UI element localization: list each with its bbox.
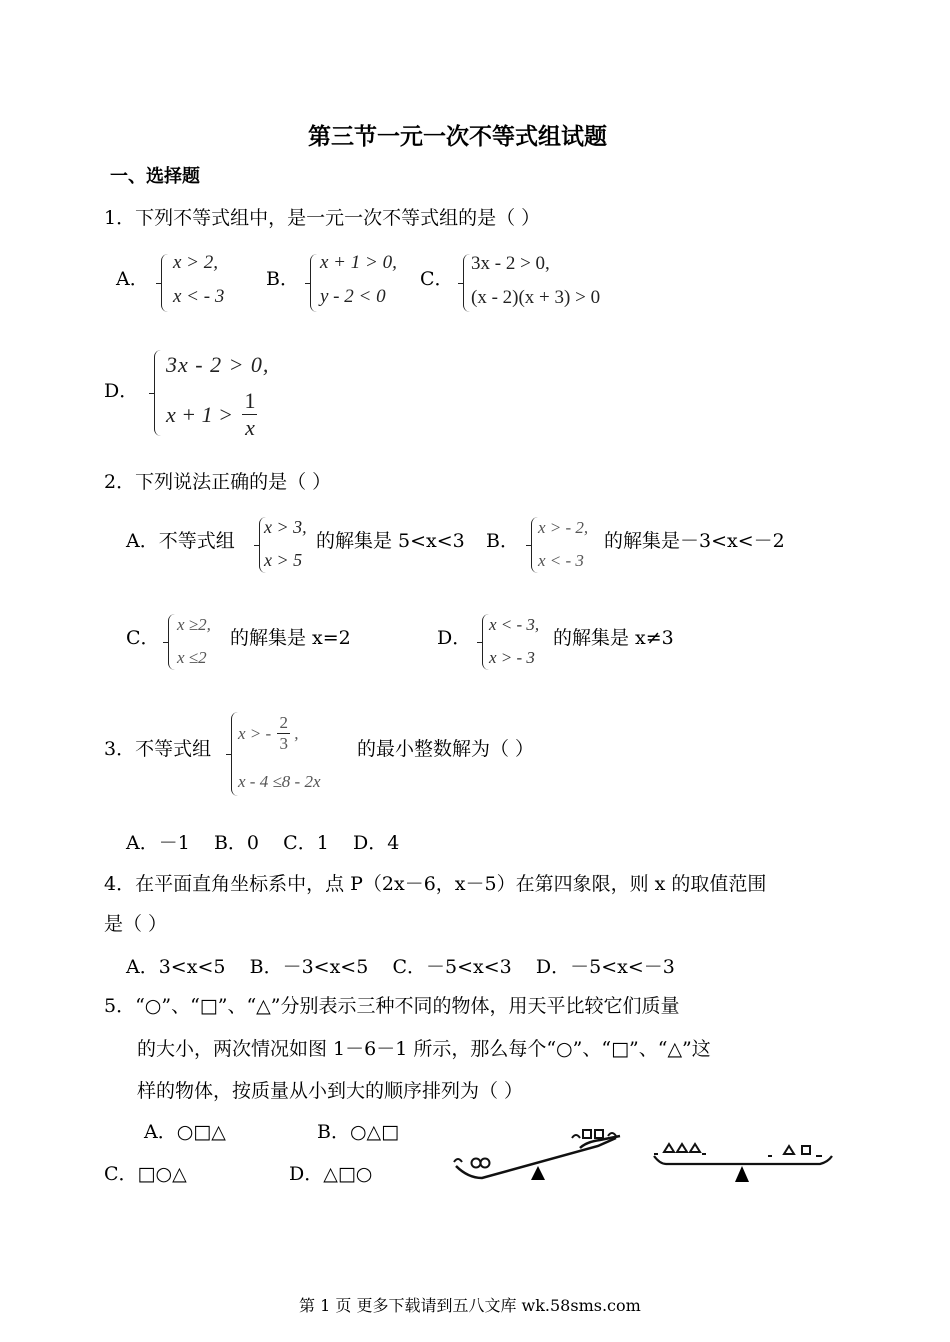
q3-fraction <box>277 713 290 755</box>
q2-option-b-text: 的解集是－3<x<－2 <box>604 530 785 552</box>
section-heading: 一、选择题 <box>110 166 200 187</box>
q3-line2: x - 4 ≤8 - 2x <box>238 772 321 791</box>
q5-option-d: D．△□○ <box>289 1163 373 1185</box>
q5-option-a: A．○□△ <box>144 1121 226 1143</box>
balance-2-left-objects <box>654 1144 706 1154</box>
balance-2-fulcrum <box>735 1166 749 1182</box>
q1-b-line1: x + 1 > 0, <box>320 252 397 273</box>
q1-a-line1: x > 2, <box>173 252 219 273</box>
q4-line1: 4．在平面直角坐标系中，点 P（2x－6，x－5）在第四象限，则 x 的取值范围 <box>104 873 767 895</box>
q5-option-c: C．□○△ <box>104 1163 187 1185</box>
q1-d-brace <box>154 350 164 436</box>
q5-line2: 的大小，两次情况如图 1－6－1 所示，那么每个“○”、“□”、“△”这 <box>137 1038 711 1060</box>
balance-1-fulcrum <box>531 1166 545 1180</box>
q1-d-line2 <box>166 388 257 442</box>
balance-1-right-objects <box>572 1130 616 1138</box>
q5-line3: 样的物体，按质量从小到大的顺序排列为（ ） <box>137 1080 524 1102</box>
q2-b-line1: x > - 2, <box>538 518 589 537</box>
balance-2-right-objects <box>768 1146 822 1156</box>
q2-option-d-text: 的解集是 x≠3 <box>553 627 674 649</box>
q1-b-line2: y - 2 < 0 <box>320 286 386 307</box>
q2-a-line1: x > 3, <box>264 517 307 537</box>
q3-line1-comma: , <box>294 723 299 743</box>
q5-option-b: B．○△□ <box>317 1121 400 1143</box>
q2-option-b-label: B． <box>486 530 519 552</box>
q2-option-a-label: A．不等式组 <box>126 530 235 552</box>
balance-2-beam <box>654 1156 832 1164</box>
q1-d-frac-den: x <box>245 415 255 441</box>
q2-c-brace <box>168 614 176 670</box>
q3-label: 3．不等式组 <box>104 738 212 760</box>
page-footer: 第 1 页 更多下载请到五八文库 wk.58sms.com <box>299 1296 641 1315</box>
q3-line1 <box>238 713 298 755</box>
q3-frac-num: 2 <box>277 713 290 734</box>
q2-option-a-text: 的解集是 5<x<3 <box>316 530 465 552</box>
q4-options: A．3<x<5 B．－3<x<5 C．－5<x<3 D．－5<x<－3 <box>126 956 675 978</box>
q1-d-frac-num: 1 <box>242 388 257 415</box>
q2-b-line2: x < - 3 <box>538 551 584 570</box>
q3-text: 的最小整数解为（ ） <box>357 738 535 760</box>
q3-options: A．－1 B．0 C．1 D．4 <box>126 832 400 854</box>
q1-option-b-label: B． <box>266 268 299 290</box>
q1-b-brace <box>310 254 319 312</box>
page-title: 第三节一元一次不等式组试题 <box>308 124 607 150</box>
q2-option-d-label: D． <box>437 627 472 649</box>
q1-stem: 1．下列不等式组中，是一元一次不等式组的是（ ） <box>104 207 541 229</box>
q1-option-a-label: A． <box>116 268 149 290</box>
q2-c-line2: x ≤2 <box>177 648 207 667</box>
q1-c-line2: (x - 2)(x + 3) > 0 <box>471 287 601 308</box>
q1-a-brace <box>161 254 170 312</box>
q4-line2: 是（ ） <box>104 913 168 935</box>
q2-c-line1: x ≥2, <box>177 615 211 634</box>
q2-option-c-label: C． <box>126 627 160 649</box>
q3-frac-den: 3 <box>279 734 288 754</box>
q5-line1: 5．“○”、“□”、“△”分别表示三种不同的物体，用天平比较它们质量 <box>104 995 680 1017</box>
q1-d-fraction <box>242 388 257 442</box>
balance-figure-2 <box>650 1134 835 1192</box>
q2-a-line2: x > 5 <box>264 550 303 570</box>
q1-option-d-label: D． <box>104 380 139 402</box>
q1-c-line1: 3x - 2 > 0, <box>471 253 550 274</box>
balance-1-left-objects <box>454 1159 490 1168</box>
q2-option-c-text: 的解集是 x=2 <box>230 627 351 649</box>
q1-a-line2: x < - 3 <box>173 286 225 307</box>
q1-option-c-label: C． <box>420 268 454 290</box>
q3-line1-lhs: x > - <box>238 723 272 743</box>
q1-d-line2-lhs: x + 1 > <box>166 401 233 427</box>
balance-figure-1 <box>448 1122 638 1194</box>
q2-stem: 2．下列说法正确的是（ ） <box>104 471 332 493</box>
q2-d-line1: x < - 3, <box>489 615 540 634</box>
q1-d-line1: 3x - 2 > 0, <box>166 352 270 377</box>
q2-d-line2: x > - 3 <box>489 648 535 667</box>
